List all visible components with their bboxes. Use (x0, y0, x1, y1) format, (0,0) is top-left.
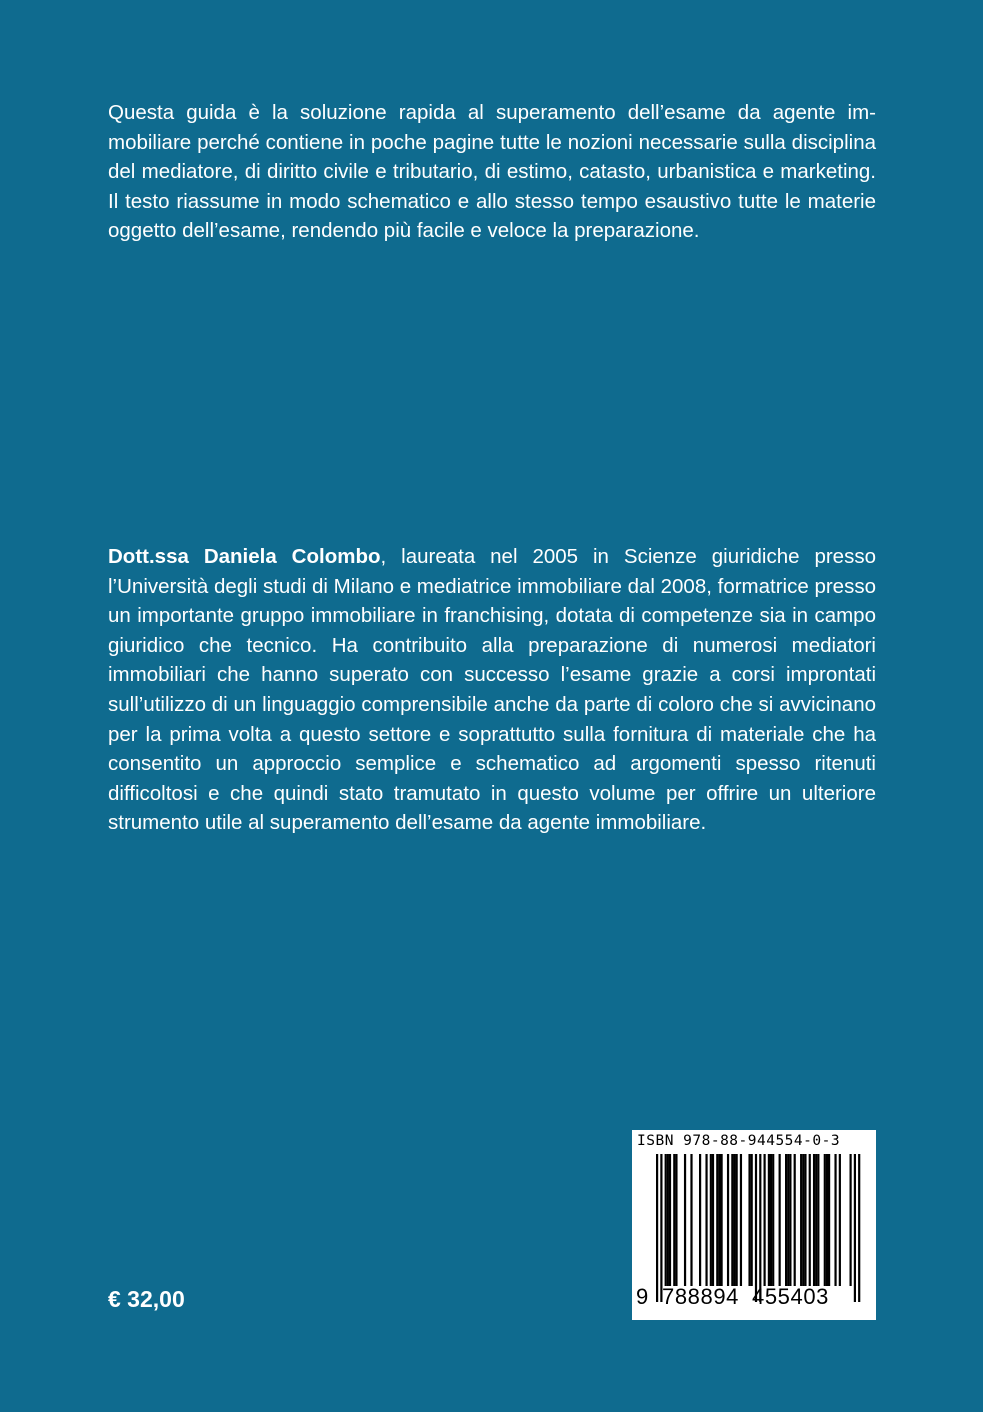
barcode-bar (817, 1154, 819, 1286)
barcode-bar (716, 1154, 718, 1286)
barcode-bar (770, 1154, 772, 1286)
author-bio-text: , laureata nel 2005 in Scienze giuridiche presso l’Università degli studi di Milano e mediatrice immobiliare dal 2008, formatrice presso un importante gruppo immobiliare in franchising, dotata di competenze sia in campo giuridico che tecnico. Ha contribuito alla preparazione di numerosi mediatori immobiliari che hanno superato con successo l’esame grazie a corsi improntati sull’utilizzo di un linguaggio comprensibile anche da parte di coloro che si avvicinano per la prima volta a questo settore e soprattutto sulla fornitura di materiale che ha consentito un approccio semplice e schematico ad argomenti spesso ritenuti difficoltosi e che quindi stato tramutato in questo volume per offrire un ulteriore strumento utile al superamento dell’esame da agente immobiliare. (108, 545, 876, 835)
barcode-digit-first: 9 (636, 1284, 649, 1309)
barcode-bar (850, 1154, 852, 1286)
barcode-guard-bar (854, 1154, 856, 1302)
isbn-number: ISBN 978-88-944554-0-3 (637, 1133, 841, 1149)
barcode-digits-right: 455403 (752, 1284, 830, 1309)
barcode-bar (768, 1154, 770, 1286)
price-label: € 32,00 (108, 1286, 185, 1312)
barcode-bar (721, 1154, 723, 1286)
barcode-bar (787, 1154, 789, 1286)
barcode-guard-bar (858, 1154, 860, 1302)
barcode-guard-bar (660, 1154, 662, 1302)
barcode-bar (828, 1154, 830, 1286)
barcode-bar (809, 1154, 811, 1286)
barcode-guard-bar (656, 1154, 658, 1302)
barcode-bar (824, 1154, 826, 1286)
author-bio (108, 542, 876, 838)
barcode-bar (733, 1154, 735, 1286)
barcode-bar (731, 1154, 733, 1286)
barcode-bar (834, 1154, 836, 1286)
barcode-guard-bar (759, 1154, 761, 1302)
barcode-bar (794, 1154, 796, 1286)
barcode-bar (772, 1154, 774, 1286)
barcode-bar (748, 1154, 750, 1286)
barcode-bar (705, 1154, 707, 1286)
barcode-bar (802, 1154, 804, 1286)
barcode-bar (779, 1154, 781, 1286)
barcode-bar (699, 1154, 701, 1286)
barcode-bar (751, 1154, 753, 1286)
barcode-bar (669, 1154, 671, 1286)
barcode-bar (804, 1154, 806, 1286)
barcode-bar (839, 1154, 841, 1286)
barcode-bar (727, 1154, 729, 1286)
barcode-bar (667, 1154, 669, 1286)
author-name: Dott.ssa Daniela Colombo (108, 545, 381, 568)
barcode-bar (740, 1154, 742, 1286)
barcode-bar (712, 1154, 714, 1286)
barcode-bar (815, 1154, 817, 1286)
barcode-bar (710, 1154, 712, 1286)
barcode-bar (684, 1154, 686, 1286)
barcode-digits-left: 788894 (662, 1284, 740, 1309)
barcode-bar (690, 1154, 692, 1286)
barcode-bar (813, 1154, 815, 1286)
barcode-bar (675, 1154, 677, 1286)
barcode-bar (764, 1154, 766, 1286)
barcode-bar (789, 1154, 791, 1286)
barcode-guard-bar (755, 1154, 757, 1302)
barcode-bar (673, 1154, 675, 1286)
barcode-bar (800, 1154, 802, 1286)
barcode-bar (785, 1154, 787, 1286)
barcode-bar (826, 1154, 828, 1286)
book-blurb: Questa guida è la soluzione rapida al superamento dell’esame da agente immobiliare perché contiene in poche pagine tutte le nozioni necessarie sulla disciplina del mediatore, di diritto civile e tributario, di estimo, catasto, urbanistica e marketing. Il testo riassume in modo schematico e allo stesso tempo esaustivo tutte le materie oggetto dell’esame, rendendo più facile e veloce la preparazione. (108, 101, 876, 243)
barcode-bar (718, 1154, 720, 1286)
barcode-bar (736, 1154, 738, 1286)
isbn-barcode (632, 1130, 876, 1320)
barcode-bar (665, 1154, 667, 1286)
